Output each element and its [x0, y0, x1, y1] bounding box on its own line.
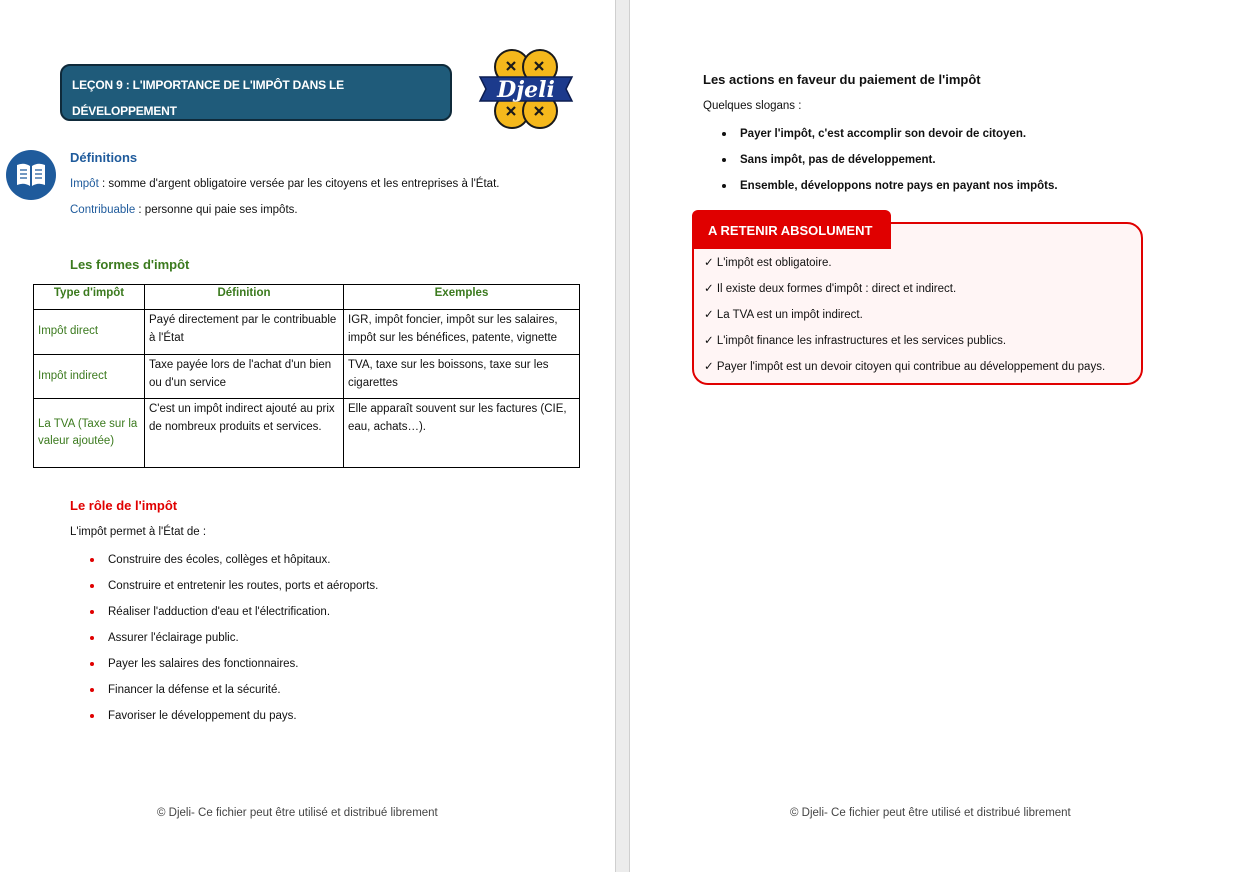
list-item: ✓ L'impôt finance les infrastructures et les services publics.: [704, 335, 1007, 347]
logo-text: Djeli: [497, 77, 555, 103]
list-item: Construire et entretenir les routes, ports et aéroports.: [90, 578, 590, 604]
tax-forms-table: [33, 284, 580, 468]
list-item: Sans impôt, pas de développement.: [722, 152, 1222, 178]
definition-term: Impôt: [70, 178, 99, 190]
table-cell-type: Impôt direct: [34, 310, 145, 355]
table-cell-examples: IGR, impôt foncier, impôt sur les salaires, impôt sur les bénéfices, patente, vignette: [344, 310, 580, 355]
bullet-icon: [90, 558, 94, 562]
table-cell-definition: Payé directement par le contribuable à l'État: [145, 310, 344, 355]
definition-text: : somme d'argent obligatoire versée par les citoyens et les entreprises à l'État.: [98, 178, 500, 190]
actions-heading: Les actions en faveur du paiement de l'impôt: [703, 72, 981, 87]
list-item: ✓ Il existe deux formes d'impôt : direct et indirect.: [704, 283, 957, 295]
list-item: ✓ La TVA est un impôt indirect.: [704, 309, 863, 321]
table-cell-definition: Taxe payée lors de l'achat d'un bien ou d'un service: [145, 355, 344, 399]
retain-title: A RETENIR ABSOLUMENT: [692, 210, 891, 249]
table-header-row: [34, 285, 580, 310]
slogans-list: [722, 126, 1222, 204]
table-cell-definition: C'est un impôt indirect ajouté au prix de nombreux produits et services.: [145, 399, 344, 468]
definitions-heading: Définitions: [70, 150, 138, 165]
table-header: Exemples: [344, 285, 580, 310]
lesson-title-banner: [60, 64, 452, 144]
table-row: [34, 355, 580, 399]
bullet-icon: [90, 610, 94, 614]
table-cell-type: La TVA (Taxe sur la valeur ajoutée): [34, 399, 145, 468]
definition-term: Contribuable: [70, 204, 136, 216]
role-heading: Le rôle de l'impôt: [70, 498, 178, 513]
list-item: Réaliser l'adduction d'eau et l'électrification.: [90, 604, 590, 630]
list-item: Construire des écoles, collèges et hôpitaux.: [90, 552, 590, 578]
footer-copyright: © Djeli- Ce fichier peut être utilisé et distribué librement: [157, 807, 438, 819]
forms-heading: Les formes d'impôt: [70, 257, 190, 272]
lesson-title-line1: LEÇON 9 : L'IMPORTANCE DE L'IMPÔT DANS LE DÉVELOPPEMENT: [72, 78, 344, 118]
bullet-icon: [722, 132, 726, 136]
bullet-icon: [722, 184, 726, 188]
table-row: [34, 310, 580, 355]
lesson-title-line2: DE MA RÉGION: [74, 130, 161, 144]
table-header: Type d'impôt: [34, 285, 145, 310]
list-item: ✓ L'impôt est obligatoire.: [704, 257, 832, 269]
djeli-logo: [476, 45, 576, 133]
definition-impot: [70, 178, 499, 190]
list-item: Favoriser le développement du pays.: [90, 708, 590, 734]
left-page: [0, 0, 615, 872]
table-row: [34, 399, 580, 468]
list-item: ✓ Payer l'impôt est un devoir citoyen qui contribue au développement du pays.: [704, 361, 1106, 373]
bullet-icon: [90, 714, 94, 718]
table-cell-type: Impôt indirect: [34, 355, 145, 399]
bullet-icon: [90, 584, 94, 588]
role-intro: L'impôt permet à l'État de :: [70, 526, 207, 538]
definition-contribuable: [70, 204, 298, 216]
list-item: Ensemble, développons notre pays en payant nos impôts.: [722, 178, 1222, 204]
table-cell-examples: Elle apparaît souvent sur les factures (CIE, eau, achats…).: [344, 399, 580, 468]
bullet-icon: [722, 158, 726, 162]
table-header: Définition: [145, 285, 344, 310]
right-page: [630, 0, 1247, 872]
bullet-icon: [90, 662, 94, 666]
bullet-icon: [90, 636, 94, 640]
list-item: Payer les salaires des fonctionnaires.: [90, 656, 590, 682]
definition-text: : personne qui paie ses impôts.: [135, 204, 298, 216]
table-cell-examples: TVA, taxe sur les boissons, taxe sur les cigarettes: [344, 355, 580, 399]
list-item: Assurer l'éclairage public.: [90, 630, 590, 656]
retain-list: [704, 255, 1105, 385]
bullet-icon: [90, 688, 94, 692]
book-icon: [6, 150, 56, 200]
list-item: Financer la défense et la sécurité.: [90, 682, 590, 708]
slogans-intro: Quelques slogans :: [703, 100, 802, 112]
list-item: Payer l'impôt, c'est accomplir son devoir de citoyen.: [722, 126, 1222, 152]
footer-copyright: © Djeli- Ce fichier peut être utilisé et distribué librement: [790, 807, 1071, 819]
role-list: [90, 552, 590, 734]
page-gutter: [615, 0, 630, 872]
